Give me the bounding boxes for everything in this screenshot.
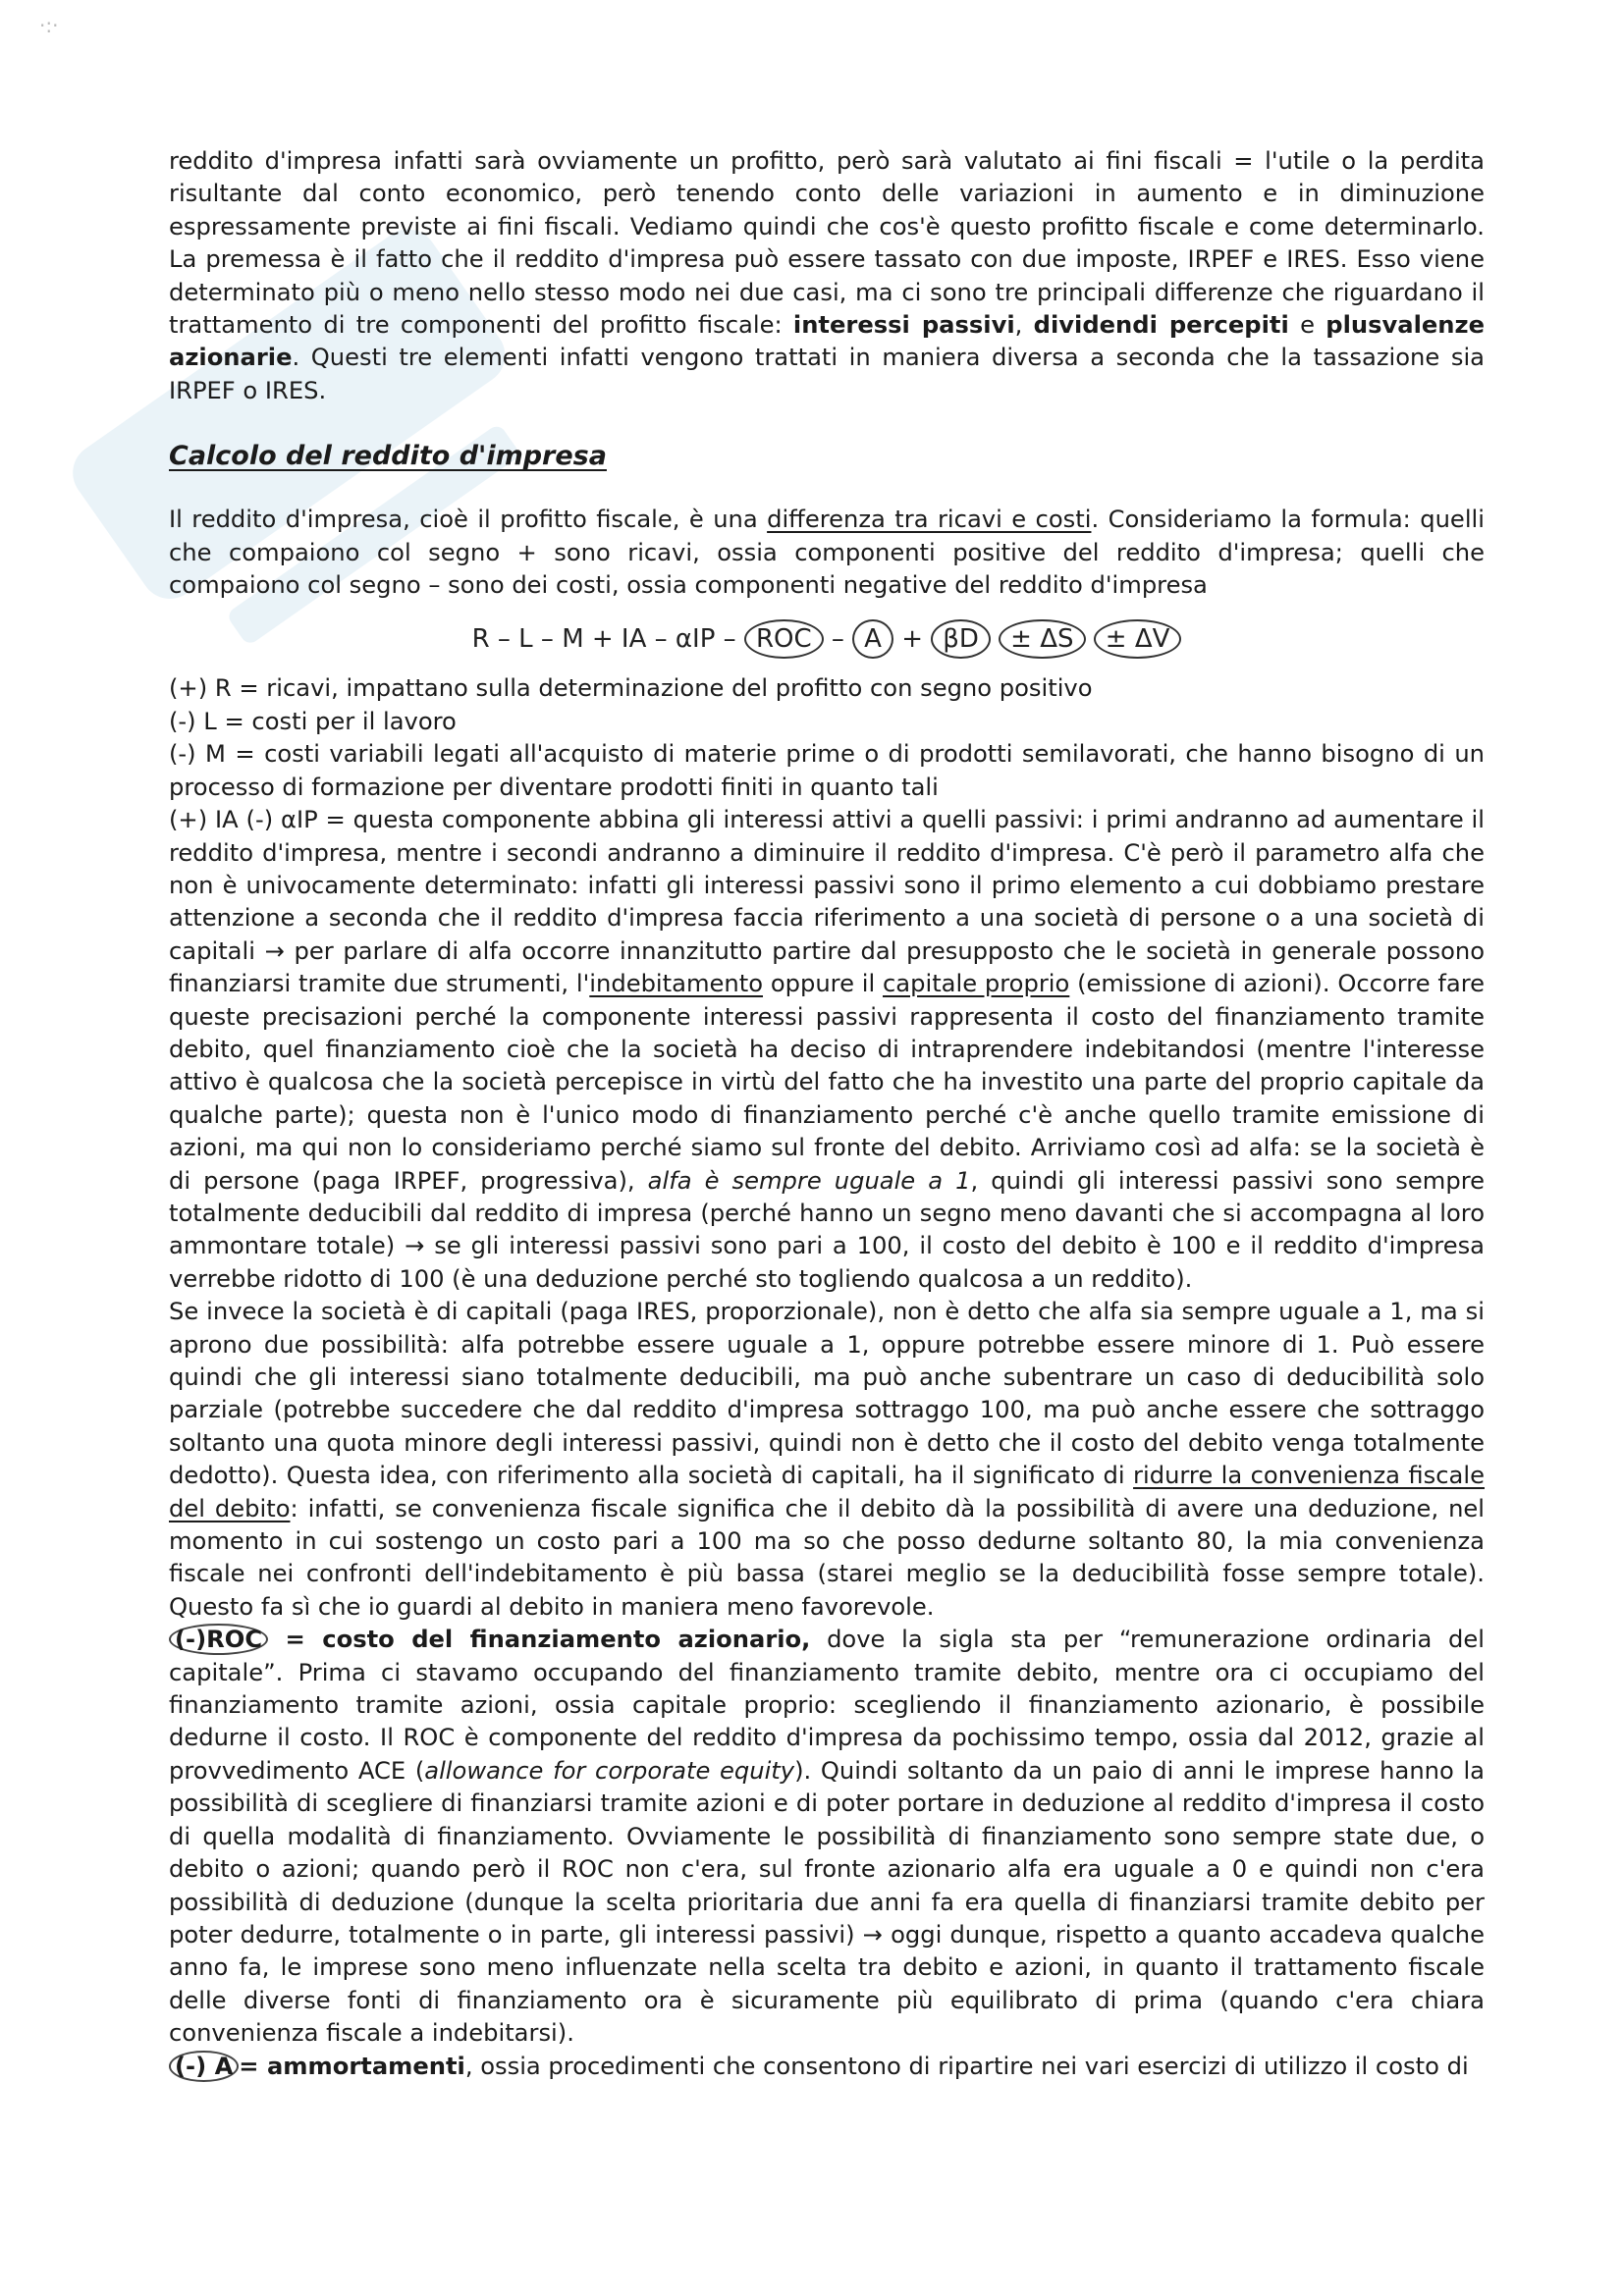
roc-circled-mark: (-)ROC	[169, 1624, 268, 1655]
underlined-differenza: differenza tra ricavi e costi	[767, 506, 1092, 534]
corner-mark: ·:·	[39, 14, 59, 37]
item-materie: (-) M = costi variabili legati all'acquisto di materie prime o di prodotti semilavorati, che hanno bisogno di un processo di formazione per diventare prodotti finiti in quanto tali	[169, 740, 1485, 801]
italic-alfa: alfa è sempre uguale a 1	[647, 1166, 971, 1195]
formula-a-circled: A	[852, 619, 893, 659]
capitali-paragraph: Se invece la società è di capitali (paga IRES, proporzionale), non è detto che alfa sia sempre uguale a 1, ma si aprono due possibilità: alfa potrebbe essere uguale a 1, oppure potrebbe essere minore di 1. Può essere quindi che gli interessi siano totalmente deducibili, ma può anche subentrare un caso di deducibilità solo parziale (potrebbe succedere che dal reddito d'impresa sottraggo 100, ma può anche essere che sottraggo soltanto una quota minore degli interessi passivi, quindi non è detto che il costo del debito venga totalmente dedotto). Questa idea, con riferimento alla società di capitali, ha il significato di ridurre la convenienza fiscale del debito: infatti, se convenienza fiscale significa che il debito dà la possibilità di avere una deduzione, nel momento in cui sostengo un costo pari a 100 ma so che posso dedurne soltanto 80, la mia convenienza fiscale nei confronti dell'indebitamento è più bassa (starei meglio se la deducibilità fosse sempre totale). Questo fa sì che io guardi al debito in maniera meno favorevole.	[169, 1298, 1486, 1621]
item-lavoro: (-) L = costi per il lavoro	[169, 707, 457, 735]
term-plusvalenze-azionarie: plusvalenze azionarie	[169, 311, 1485, 372]
formula-ds-circled: ± ΔS	[999, 619, 1085, 659]
formula-bd-circled: βD	[931, 619, 991, 659]
italic-ace: allowance for corporate equity	[424, 1756, 795, 1785]
formula-dv-circled: ± ΔV	[1094, 619, 1182, 659]
formula-roc-circled: ROC	[744, 619, 824, 659]
item-ricavi: (+) R = ricavi, impattano sulla determinazione del profitto con segno positivo	[169, 674, 1093, 703]
section-heading: Calcolo del reddito d'impresa	[169, 441, 607, 472]
item-ammortamenti: (-) A = ammortamenti, ossia procedimenti che consentono di ripartire nei vari esercizi di utilizzo il costo di	[169, 2051, 1485, 2083]
a-circled-mark: (-) A	[169, 2051, 239, 2082]
term-interessi-passivi: interessi passivi	[792, 311, 1015, 340]
definition-paragraph: Il reddito d'impresa, cioè il profitto fiscale, è una differenza tra ricavi e costi. Consideriamo la formula: quelli che compaiono col segno + sono ricavi, ossia componenti positive del reddito d'impresa; quelli che compaiono col segno – sono dei costi, ossia componenti negative del reddito d'impresa	[169, 506, 1485, 600]
profit-formula: R – L – M + IA – αIP – ROC – A + βD ± ΔS ± ΔV	[169, 619, 1485, 659]
underlined-capitale-proprio: capitale proprio	[883, 970, 1070, 998]
underlined-convenienza: ridurre la convenienza fiscale del debito	[169, 1462, 1485, 1522]
document-page	[169, 145, 1485, 2083]
term-dividendi-percepiti: dividendi percepiti	[1033, 311, 1289, 340]
underlined-indebitamento: indebitamento	[589, 970, 764, 998]
intro-paragraph: reddito d'impresa infatti sarà ovviamente un profitto, però sarà valutato ai fini fiscali = l'utile o la perdita risultante dal conto economico, però tenendo conto delle variazioni in aumento e in diminuzione espressamente previste ai fini fiscali. Vediamo quindi che cos'è questo profitto fiscale e come determinarlo. La premessa è il fatto che il reddito d'impresa può essere tassato con due imposte, IRPEF e IRES. Esso viene determinato più o meno nello stesso modo nei due casi, ma ci sono tre principali differenze che riguardano il trattamento di tre componenti del profitto fiscale: interessi passivi, dividendi percepiti e plusvalenze azionarie. Questi tre elementi infatti vengono trattati in maniera diversa a seconda che la tassazione sia IRPEF o IRES.	[169, 147, 1485, 404]
item-interessi: (+) IA (-) αIP = questa componente abbina gli interessi attivi a quelli passivi: i primi andranno ad aumentare il reddito d'impresa, mentre i secondi andranno a diminuire il reddito d'impresa. C'è però il parametro alfa che non è univocamente determinato: infatti gli interessi passivi sono il primo elemento a cui dobbiamo prestare attenzione a seconda che il reddito d'impresa faccia riferimento a una società di persone o a una società di capitali → per parlare di alfa occorre innanzitutto partire dal presupposto che le società in generale possono finanziarsi tramite due strumenti, l'indebitamento oppure il capitale proprio (emissione di azioni). Occorre fare queste precisazioni perché la componente interessi passivi rappresenta il costo del finanziamento tramite debito, quel finanziamento cioè che la società ha deciso di intraprendere indebitandosi (mentre l'interesse attivo è qualcosa che la società percepisce in virtù del fatto che ha investito una parte del proprio capitale da qualche parte); questa non è l'unico modo di finanziamento perché c'è anche quello tramite emissione di azioni, ma qui non lo consideriamo perché siamo sul fronte del debito. Arriviamo così ad alfa: se la società è di persone (paga IRPEF, progressiva), alfa è sempre uguale a 1, quindi gli interessi passivi sono sempre totalmente deducibili dal reddito di impresa (perché hanno un segno meno davanti che si accompagna al loro ammontare totale) → se gli interessi passivi sono pari a 100, il costo del debito è 100 e il reddito d'impresa verrebbe ridotto di 100 (è una deduzione perché sto togliendo qualcosa a un reddito).	[169, 806, 1486, 1293]
item-roc: (-)ROC = costo del finanziamento azionario, dove la sigla sta per “remunerazione ordinaria del capitale”. Prima ci stavamo occupando del finanziamento tramite debito, mentre ora ci occupiamo del finanziamento tramite azioni, ossia capitale proprio: scegliendo il finanziamento azionario, è possibile dedurne il costo. Il ROC è componente del reddito d'impresa da pochissimo tempo, ossia dal 2012, grazie al provvedimento ACE (allowance for corporate equity). Quindi soltanto da un paio di anni le imprese hanno la possibilità di scegliere di finanziarsi tramite azioni e di poter portare in deduzione al reddito d'impresa il costo di quella modalità di finanziamento. Ovviamente le possibilità di finanziamento sono sempre state due, o debito o azioni; quando però il ROC non c'era, sul fronte azionario alfa era uguale a 0 e quindi non c'era possibilità di deduzione (dunque la scelta prioritaria due anni fa era quella di finanziarsi tramite debito per poter dedurre, totalmente o in parte, gli interessi passivi) → oggi dunque, rispetto a quanto accadeva qualche anno fa, le imprese sono meno influenzate nella scelta tra debito e azioni, in quanto il trattamento fiscale delle diverse fonti di finanziamento ora è sicuramente più equilibrato di prima (quando c'era chiara convenienza fiscale a indebitarsi).	[169, 1626, 1486, 2048]
